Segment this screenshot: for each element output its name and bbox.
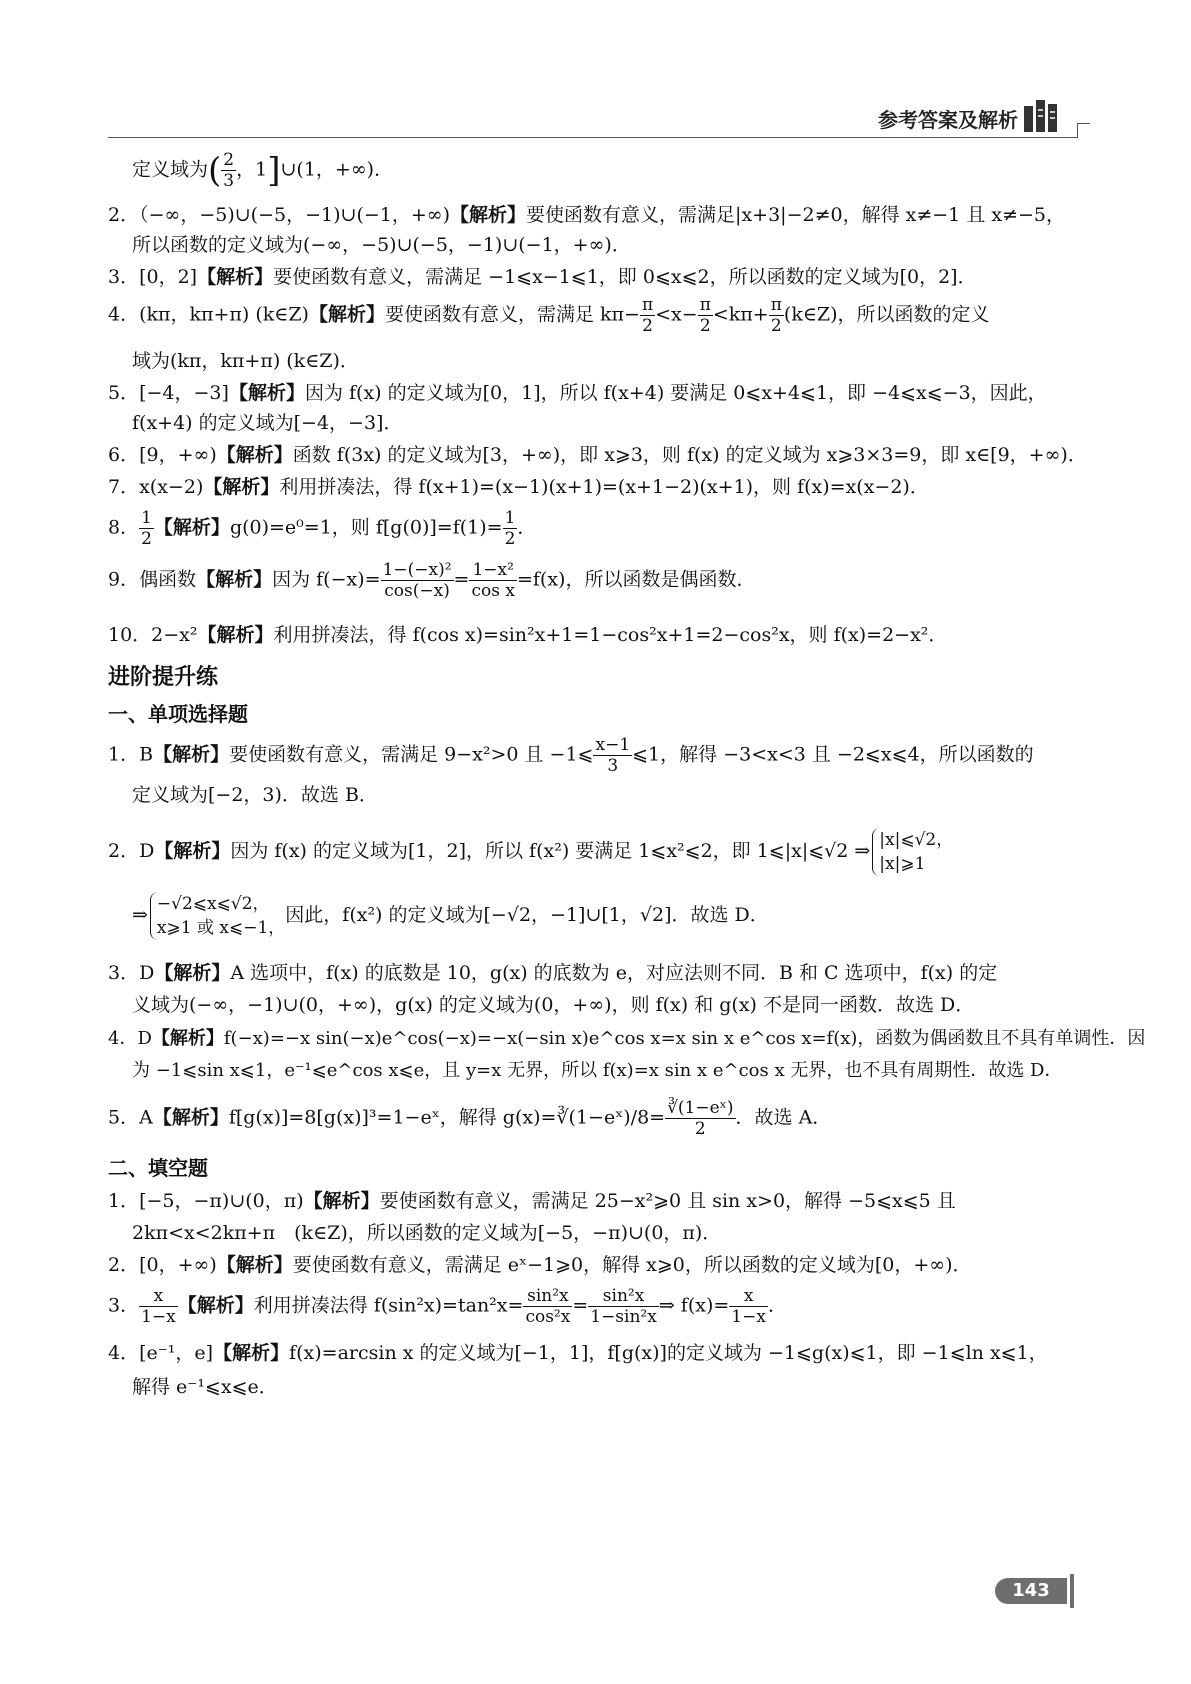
denominator: cos x xyxy=(471,581,515,601)
section-heading: 二、填空题 xyxy=(108,1156,208,1180)
denominator: 3 xyxy=(607,756,619,776)
denominator: 1−sin²x xyxy=(590,1307,657,1327)
text: ．故选 A． xyxy=(735,1106,832,1129)
text: (k∈Z)，所以函数的定义 xyxy=(783,303,990,326)
text: ⇒ f(x)= xyxy=(658,1294,730,1317)
fraction xyxy=(139,508,154,549)
answer-line xyxy=(108,378,1047,405)
text: f[g(x)]=8[g(x)]³=1−eˣ，解得 g(x)= xyxy=(228,1106,557,1129)
page-header xyxy=(108,96,1098,138)
analysis-tag: 【解析】 xyxy=(177,1294,254,1317)
analysis-tag: 【解析】 xyxy=(153,743,230,766)
fraction xyxy=(769,295,784,336)
denominator: 2 xyxy=(141,529,152,549)
text: 2kπ<x<2kπ+π (k∈Z)，所以函数的定义域为[−5，−π)∪(0，π)． xyxy=(132,1222,722,1244)
text: 要使函数有意义，需满足 kπ− xyxy=(384,303,640,326)
text: 利用拼凑法，得 f(cos x)=sin²x+1=1−cos²x+1=2−cos²x，则 f(x)=2−x²． xyxy=(273,624,948,646)
text: g(0)=e⁰=1，则 f[g(0)]=f(1)= xyxy=(229,516,503,539)
answer-line xyxy=(132,408,402,435)
answer-line xyxy=(132,346,359,373)
text: 因此，f(x²) 的定义域为[−√2，−1]∪[1，√2]．故选 D． xyxy=(285,904,769,926)
text: 定义域为 xyxy=(132,158,209,181)
text: 因为 f(x) 的定义域为[0，1]，所以 f(x+4) 要满足 0⩽x+4⩽1，即 −4⩽x⩽−3，因此， xyxy=(304,382,1047,404)
analysis-tag: 【解析】 xyxy=(151,1028,224,1049)
text: 域为(kπ，kπ+π) (k∈Z)． xyxy=(132,350,359,372)
answer-line xyxy=(132,990,974,1017)
answer-line xyxy=(108,1098,831,1139)
text: 8． xyxy=(108,516,140,539)
answer: 3．D xyxy=(108,962,155,984)
page-number: 143 xyxy=(995,1578,1067,1604)
text: 定义域为[−2，3)．故选 B． xyxy=(132,784,378,806)
answer-line xyxy=(108,1186,956,1213)
denominator: cos²x xyxy=(525,1307,571,1327)
text: 要使函数有意义，需满足 25−x²⩾0 且 sin x>0，解得 −5⩽x⩽5 且 xyxy=(379,1190,956,1212)
denominator: cos(−x) xyxy=(384,581,450,601)
fraction xyxy=(729,1286,768,1327)
numerator: x−1 xyxy=(595,735,631,755)
header-title: 参考答案及解析 xyxy=(878,108,1018,132)
answer-line xyxy=(132,780,378,807)
text: 利用拼凑法得 f(sin²x)=tan²x= xyxy=(253,1294,524,1317)
text: 所以函数的定义域为(−∞，−5)∪(−5，−1)∪(−1，+∞)． xyxy=(132,234,631,256)
text: f(x+4) 的定义域为[−4，−3]． xyxy=(132,412,403,434)
answer-line: 3． $\frac{x}{1-x}$ 【解析】利用拼凑法得 f(sin²x)=tan²x= $\frac{\text{sin²x}}{\text{cos²x}}$ = $\frac{\text{sin²x}}{\text{1−sin²x}}$ ⇒ f(x)= $\frac{x}{1-x}$ ． xyxy=(108,1286,787,1327)
text: ∛(1−eˣ)/8 xyxy=(556,1106,650,1129)
text: ∪(1，+∞)． xyxy=(280,158,394,181)
numerator: sin²x xyxy=(523,1286,572,1307)
answer: 5．A xyxy=(108,1106,153,1129)
analysis-tag: 【解析】 xyxy=(203,476,280,498)
answer-line xyxy=(108,958,997,985)
text: ⩽1，解得 −3<x<3 且 −2⩽x⩽4，所以函数的 xyxy=(632,743,1034,766)
case: |x|⩽√2， xyxy=(879,830,954,850)
case: x⩾1 或 x⩽−1， xyxy=(156,918,286,938)
analysis-tag: 【解析】 xyxy=(152,1106,229,1129)
numerator: sin²x xyxy=(588,1286,659,1307)
answer-line xyxy=(132,892,769,940)
page-number-bar xyxy=(1070,1574,1074,1608)
answer: 9．偶函数 xyxy=(108,568,197,591)
denominator: 2 xyxy=(642,316,653,336)
answer: 3．[0，2] xyxy=(108,266,198,288)
answer: 4．(kπ，kπ+π) (k∈Z) xyxy=(108,303,309,326)
books-icon xyxy=(1022,98,1070,132)
analysis-tag: 【解析】 xyxy=(308,303,385,326)
text: 1 xyxy=(255,158,268,181)
answer-line xyxy=(108,295,990,336)
answer-line xyxy=(132,1218,721,1245)
text: A 选项中，f(x) 的底数是 10，g(x) 的底数为 e，对应法则不同．B 和 C 选项中，f(x) 的定 xyxy=(230,962,998,984)
numerator: π xyxy=(770,295,782,315)
denominator: 1−x xyxy=(141,1307,176,1327)
answer: 4．D xyxy=(108,1028,152,1049)
text: 利用拼凑法，得 f(x+1)=(x−1)(x+1)=(x+1−2)(x+1)，则 f(x)=x(x−2)． xyxy=(279,476,929,498)
numerator: ∛(1−eˣ) xyxy=(667,1098,734,1118)
answer-line: 9．偶函数【解析】因为 f(−x)= $\frac{\text{1−(−x)²}}{\cos(-x)}$ = $\frac{\text{1−x²}}{\text{cos x}}$ =f(x)，所以函数是偶函数． xyxy=(108,560,756,601)
answer-line xyxy=(108,828,953,876)
section-heading: 一、单项选择题 xyxy=(108,702,248,726)
text: 因为 f(−x)= xyxy=(272,568,381,591)
denominator: 2 xyxy=(504,529,516,549)
analysis-tag: 【解析】 xyxy=(216,444,293,466)
answer-line xyxy=(108,262,977,289)
text: <x− xyxy=(655,303,698,326)
answer-line xyxy=(132,230,631,257)
fraction xyxy=(381,560,454,601)
answer-line xyxy=(108,620,947,647)
fraction xyxy=(665,1098,735,1139)
numerator: 1 xyxy=(141,508,152,528)
numerator: 2 xyxy=(223,150,235,170)
answer-line xyxy=(108,472,929,499)
text: <kπ+ xyxy=(712,303,769,326)
fraction xyxy=(640,295,655,336)
analysis-tag: 【解析】 xyxy=(196,568,273,591)
denominator: 2 xyxy=(694,1119,706,1139)
header-corner xyxy=(1077,123,1090,138)
analysis-tag: 【解析】 xyxy=(450,204,527,226)
case-brace xyxy=(872,828,953,876)
numerator: 1 xyxy=(504,508,516,528)
text: = xyxy=(649,1106,666,1129)
answer: 5．[−4，−3] xyxy=(108,382,229,404)
text: 为 −1⩽sin x⩽1，e⁻¹⩽e^cos x⩽e，且 y=x 无界，所以 f(x)=x sin x e^cos x 无界，也不具有周期性．故选 D． xyxy=(132,1060,1063,1081)
denominator: 2 xyxy=(770,316,782,336)
text: 要使函数有意义，需满足 eˣ−1⩾0，解得 x⩾0，所以函数的定义域为[0，+∞)． xyxy=(292,1254,972,1276)
answer-line xyxy=(132,1372,278,1399)
header-rule xyxy=(108,137,1078,138)
answer: 7．x(x−2) xyxy=(108,476,204,498)
answer: 6．[9，+∞) xyxy=(108,444,217,466)
answer: 10．2−x² xyxy=(108,624,198,646)
answer: 4．[e⁻¹，e] xyxy=(108,1342,214,1364)
answer-line: 定义域为( $\frac{2}{3}$ ，1]∪(1，+∞)． xyxy=(132,150,394,191)
analysis-tag: 【解析】 xyxy=(228,382,305,404)
fraction xyxy=(698,295,713,336)
numerator: x xyxy=(729,1286,768,1307)
answer-line xyxy=(108,1338,1048,1365)
fraction xyxy=(523,1286,572,1327)
numerator: π xyxy=(641,295,654,315)
case-brace xyxy=(150,892,285,940)
analysis-tag: 【解析】 xyxy=(154,962,231,984)
analysis-tag: 【解析】 xyxy=(216,1254,293,1276)
text: f(−x)=−x sin(−x)e^cos(−x)=−x(−sin x)e^cos x=x sin x e^cos x=f(x)，函数为偶函数且不具有单调性．因 xyxy=(223,1028,1146,1049)
text: 要使函数有意义，需满足|x+3|−2≠0，解得 x≠−1 且 x≠−5， xyxy=(526,204,1065,226)
answer-line xyxy=(108,1024,1145,1050)
answer: 1．B xyxy=(108,743,154,766)
denominator: 1−x xyxy=(731,1307,766,1327)
answer: 2．[0，+∞) xyxy=(108,1254,217,1276)
analysis-tag: 【解析】 xyxy=(303,1190,380,1212)
fraction xyxy=(503,508,518,549)
fraction xyxy=(593,735,632,776)
answer-line xyxy=(108,1250,972,1277)
answer-line: 8． $\frac{1}{2}$ 【解析】g(0)=e⁰=1，则 f[g(0)]=f(1)= $\frac{1}{2}$ ． xyxy=(108,508,537,549)
numerator: 1−x² xyxy=(469,560,516,581)
case: |x|⩾1 xyxy=(879,854,926,874)
denominator: 3 xyxy=(223,171,235,191)
answer-line xyxy=(108,200,1065,227)
text: 义域为(−∞，−1)∪(0，+∞)，g(x) 的定义域为(0，+∞)，则 f(x) 和 g(x) 不是同一函数．故选 D． xyxy=(132,994,975,1016)
text: =f(x)，所以函数是偶函数． xyxy=(516,568,756,591)
section-heading: 进阶提升练 xyxy=(108,665,219,690)
text: 要使函数有意义，需满足 −1⩽x−1⩽1，即 0⩽x⩽2，所以函数的定义域为[0，2]． xyxy=(273,266,977,288)
fraction xyxy=(139,1286,178,1327)
text: f(x)=arcsin x 的定义域为[−1，1]，f[g(x)]的定义域为 −1⩽g(x)⩽1，即 −1⩽ln x⩽1， xyxy=(289,1342,1048,1364)
denominator: 2 xyxy=(699,316,711,336)
answer-line xyxy=(108,735,1034,776)
answer: 2．（−∞，−5)∪(−5，−1)∪(−1，+∞) xyxy=(108,204,451,226)
text: 3． xyxy=(108,1294,140,1317)
text: 解得 e⁻¹⩽x⩽e． xyxy=(132,1376,278,1398)
fraction xyxy=(588,1286,659,1327)
text: ⇒ xyxy=(132,904,148,926)
numerator: π xyxy=(699,295,711,315)
answer: 1．[−5，−π)∪(0，π) xyxy=(108,1190,304,1212)
text: 函数 f(3x) 的定义域为[3，+∞)，即 x⩾3，则 f(x) 的定义域为 x⩾3×3=9，即 x∈[9，+∞)． xyxy=(292,444,1087,466)
analysis-tag: 【解析】 xyxy=(154,840,231,862)
numerator: x xyxy=(139,1286,178,1307)
answer: 2．D xyxy=(108,840,155,862)
answer-line xyxy=(132,1056,1062,1082)
case: −√2⩽x⩽√2， xyxy=(156,894,270,914)
text: 因为 f(x) 的定义域为[1，2]，所以 f(x²) 要满足 1⩽x²⩽2，即 1⩽|x|⩽√2 ⇒ xyxy=(230,840,871,862)
text: 要使函数有意义，需满足 9−x²>0 且 −1⩽ xyxy=(229,743,594,766)
fraction xyxy=(221,150,236,191)
numerator: 1−(−x)² xyxy=(382,560,452,580)
analysis-tag: 【解析】 xyxy=(213,1342,290,1364)
fraction xyxy=(469,560,516,601)
analysis-tag: 【解析】 xyxy=(153,516,230,539)
analysis-tag: 【解析】 xyxy=(197,266,274,288)
answer-line xyxy=(108,440,1087,467)
analysis-tag: 【解析】 xyxy=(197,624,274,646)
